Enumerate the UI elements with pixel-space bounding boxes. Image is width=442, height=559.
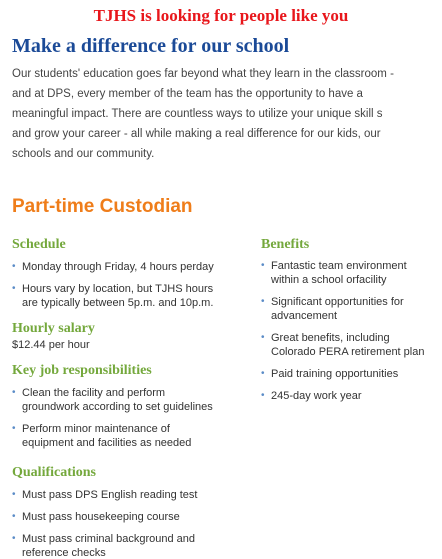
bullet-icon: • [12, 489, 16, 500]
list-item: • Must pass criminal background and reference checks [12, 533, 196, 559]
bullet-icon: • [12, 283, 16, 294]
list-item: • Significant opportunities for advancement [261, 296, 404, 322]
list-item: • Perform minor maintenance of equipment and facilities as needed [12, 423, 192, 449]
list-item: • 245-day work year [261, 390, 362, 402]
salary-value: $12.44 per hour [12, 339, 90, 351]
bullet-icon: • [261, 368, 265, 379]
bullet-icon: • [261, 332, 265, 343]
intro-line: and grow your career - all while making a real difference for our kids, our [12, 128, 381, 140]
intro-line: schools and our community. [12, 148, 155, 160]
schedule-heading: Schedule [12, 237, 66, 252]
list-item: • Fantastic team environment within a school orfacility [261, 260, 407, 286]
intro-line: meaningful impact. There are countless ways to utilize your unique skill s [12, 108, 383, 120]
list-item: • Hours vary by location, but TJHS hours are typically between 5p.m. and 10p.m. [12, 283, 214, 309]
intro-paragraph [12, 64, 412, 164]
list-item: • Monday through Friday, 4 hours perday [12, 261, 214, 273]
bullet-icon: • [12, 261, 16, 272]
qualifications-heading: Qualifications [12, 465, 97, 480]
list-item: • Must pass housekeeping course [12, 511, 180, 523]
list-item: • Paid training opportunities [261, 368, 399, 380]
qualifications-list [12, 488, 197, 559]
bullet-icon: • [261, 390, 265, 401]
responsibilities-heading: Key job responsibilities [12, 363, 152, 378]
responsibilities-list [12, 386, 213, 458]
recruitment-banner: TJHS is looking for people like you [93, 6, 349, 25]
schedule-list [12, 260, 214, 318]
bullet-icon: • [12, 387, 16, 398]
intro-line: Our students' education goes far beyond what they learn in the classroom - [12, 68, 394, 80]
salary-heading: Hourly salary [12, 321, 95, 336]
list-item: • Clean the facility and perform groundwork according to set guidelines [12, 387, 213, 413]
bullet-icon: • [12, 423, 16, 434]
list-item: • Great benefits, including Colorado PERA retirement plan [261, 332, 425, 358]
page-headline: Make a difference for our school [12, 35, 290, 57]
bullet-icon: • [12, 511, 16, 522]
bullet-icon: • [12, 533, 16, 544]
benefits-heading: Benefits [261, 237, 310, 252]
bullet-icon: • [261, 296, 265, 307]
bullet-icon: • [261, 260, 265, 271]
job-title: Part-time Custodian [12, 196, 193, 217]
benefits-list [261, 259, 424, 411]
intro-line: and at DPS, every member of the team has the opportunity to have a [12, 88, 363, 100]
list-item: • Must pass DPS English reading test [12, 489, 198, 501]
